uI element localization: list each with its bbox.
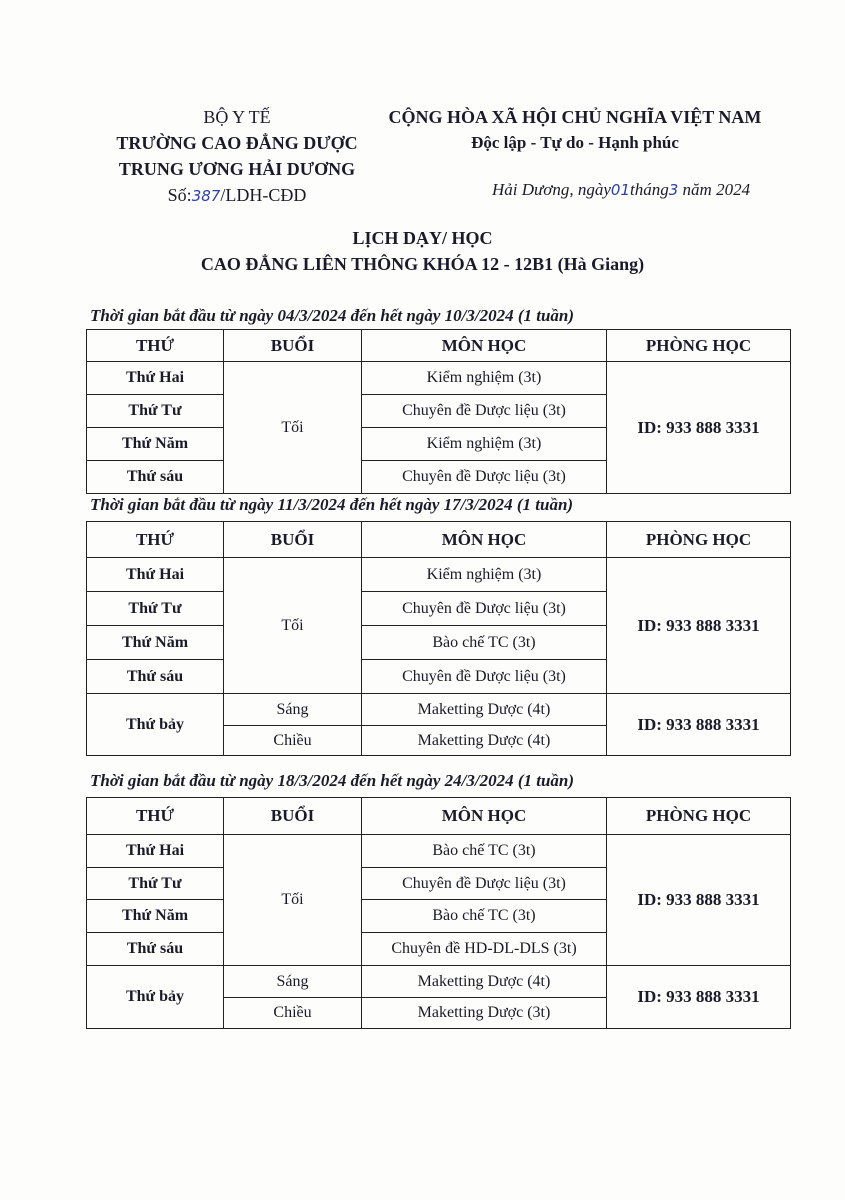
day-cell: Thứ Tư [87, 868, 224, 900]
room-cell: ID: 933 888 3331 [607, 558, 791, 694]
subject-cell: Chuyên đề Dược liệu (3t) [362, 592, 607, 626]
day-cell: Thứ Hai [87, 835, 224, 868]
room-cell: ID: 933 888 3331 [607, 966, 791, 1029]
table-row [87, 558, 791, 592]
col-header-subject: MÔN HỌC [362, 522, 607, 558]
table-row [87, 835, 791, 868]
session-afternoon-cell: Chiều [224, 726, 362, 756]
week-3-period: Thời gian bắt đầu từ ngày 18/3/2024 đến hết ngày 24/3/2024 (1 tuần) [90, 771, 575, 790]
day-cell: Thứ Năm [87, 428, 224, 461]
room-cell: ID: 933 888 3331 [607, 835, 791, 966]
col-header-room: PHÒNG HỌC [607, 798, 791, 835]
table-row [87, 694, 791, 726]
subject-cell: Kiểm nghiệm (3t) [362, 428, 607, 461]
subject-cell: Maketting Dược (4t) [362, 966, 607, 998]
handwritten-month: 3 [668, 181, 679, 199]
day-cell: Thứ Hai [87, 362, 224, 395]
handwritten-day: 01 [610, 181, 631, 199]
issuer-block [92, 104, 382, 209]
session-cell: Tối [224, 362, 362, 494]
session-cell: Tối [224, 558, 362, 694]
subject-cell: Chuyên đề HD-DL-DLS (3t) [362, 933, 607, 966]
document-subtitle: CAO ĐẲNG LIÊN THÔNG KHÓA 12 - 12B1 (Hà Giang) [200, 254, 645, 274]
subject-cell: Bào chế TC (3t) [362, 626, 607, 660]
col-header-subject: MÔN HỌC [362, 330, 607, 362]
subject-cell: Maketting Dược (4t) [362, 694, 607, 726]
subject-cell: Chuyên đề Dược liệu (3t) [362, 868, 607, 900]
week-1-period: Thời gian bắt đầu từ ngày 04/3/2024 đến hết ngày 10/3/2024 (1 tuần) [90, 306, 575, 325]
nation-title: CỘNG HÒA XÃ HỘI CHỦ NGHĨA VIỆT NAM [388, 107, 762, 127]
week-1-schedule-table [86, 329, 791, 494]
week-2-period: Thời gian bắt đầu từ ngày 11/3/2024 đến hết ngày 17/3/2024 (1 tuần) [90, 495, 574, 514]
day-cell: Thứ Tư [87, 395, 224, 428]
table-row [87, 966, 791, 998]
subject-cell: Chuyên đề Dược liệu (3t) [362, 461, 607, 494]
document-number: Số:387/LDH-CĐD [167, 185, 307, 205]
subject-cell: Maketting Dược (4t) [362, 726, 607, 756]
col-header-session: BUỔI [224, 522, 362, 558]
col-header-day: THỨ [87, 522, 224, 558]
session-morning-cell: Sáng [224, 694, 362, 726]
subject-cell: Bào chế TC (3t) [362, 835, 607, 868]
col-header-day: THỨ [87, 798, 224, 835]
day-cell: Thứ sáu [87, 660, 224, 694]
week-2-schedule-table [86, 521, 791, 756]
session-cell: Tối [224, 835, 362, 966]
subject-cell: Maketting Dược (3t) [362, 998, 607, 1029]
day-cell: Thứ bảy [87, 966, 224, 1029]
school-name-line2: TRUNG ƯƠNG HẢI DƯƠNG [118, 159, 356, 179]
subject-cell: Bào chế TC (3t) [362, 900, 607, 933]
room-cell: ID: 933 888 3331 [607, 362, 791, 494]
session-afternoon-cell: Chiều [224, 998, 362, 1029]
ministry-name: BỘ Y TẾ [203, 107, 271, 127]
table-row [87, 362, 791, 395]
day-cell: Thứ Hai [87, 558, 224, 592]
col-header-session: BUỔI [224, 798, 362, 835]
national-header [360, 104, 790, 156]
room-cell: ID: 933 888 3331 [607, 694, 791, 756]
day-cell: Thứ sáu [87, 461, 224, 494]
col-header-room: PHÒNG HỌC [607, 522, 791, 558]
col-header-day: THỨ [87, 330, 224, 362]
document-title: LỊCH DẠY/ HỌC [352, 228, 493, 248]
table-header-row [87, 798, 791, 835]
subject-cell: Kiểm nghiệm (3t) [362, 558, 607, 592]
table-header-row [87, 330, 791, 362]
session-morning-cell: Sáng [224, 966, 362, 998]
handwritten-doc-number: 387 [191, 187, 221, 205]
col-header-room: PHÒNG HỌC [607, 330, 791, 362]
subject-cell: Chuyên đề Dược liệu (3t) [362, 395, 607, 428]
national-motto: Độc lập - Tự do - Hạnh phúc [471, 133, 679, 152]
subject-cell: Chuyên đề Dược liệu (3t) [362, 660, 607, 694]
document-date: Hải Dương, ngày01tháng3 năm 2024 [492, 180, 751, 199]
school-name-line1: TRƯỜNG CAO ĐẲNG DƯỢC [116, 133, 358, 153]
subject-cell: Kiểm nghiệm (3t) [362, 362, 607, 395]
col-header-session: BUỔI [224, 330, 362, 362]
col-header-subject: MÔN HỌC [362, 798, 607, 835]
day-cell: Thứ Năm [87, 900, 224, 933]
day-cell: Thứ Năm [87, 626, 224, 660]
day-cell: Thứ sáu [87, 933, 224, 966]
day-cell: Thứ Tư [87, 592, 224, 626]
table-header-row [87, 522, 791, 558]
day-cell: Thứ bảy [87, 694, 224, 756]
week-3-schedule-table [86, 797, 791, 1029]
